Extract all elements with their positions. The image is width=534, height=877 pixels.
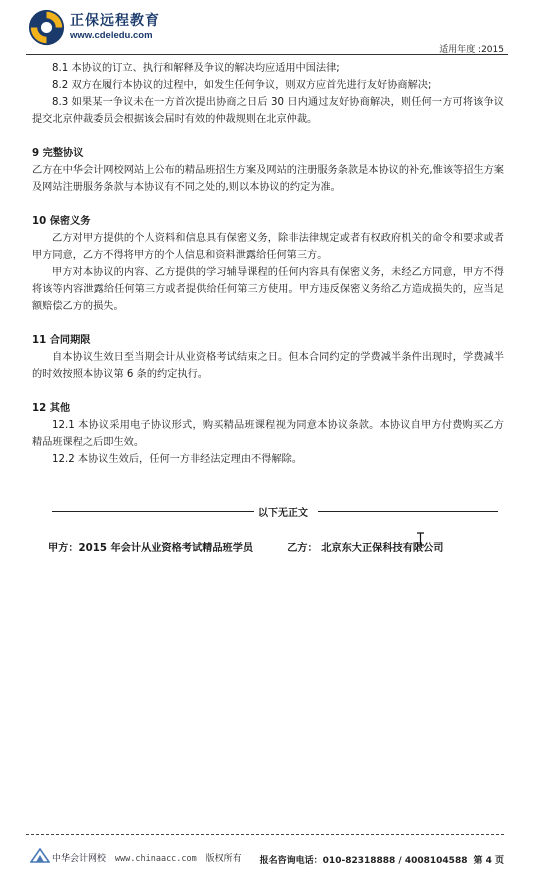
year-label: 适用年度 :2015: [439, 45, 504, 55]
clause-8-2: 8.2 双方在履行本协议的过程中，如发生任何争议，则双方应首先进行友好协商解决;: [52, 80, 432, 91]
clause-8-1: 8.1 本协议的订立、执行和解释及争议的解决均应适用中国法律;: [52, 63, 340, 74]
brand-name: 正保远程教育: [70, 13, 160, 29]
document-body: [32, 60, 504, 468]
section-10-title: 10 保密义务: [32, 216, 91, 227]
footer-contact-info: [260, 853, 504, 866]
separator-line-right: [318, 511, 498, 512]
party-a: 甲方：2015 年会计从业资格考试精品班学员: [48, 543, 254, 554]
page-number: 第 4 页: [473, 856, 504, 866]
header-rule: [26, 54, 508, 55]
clause-12-1: 12.1 本协议采用电子协议形式，购买精品班课程视为同意本协议条款。本协议自甲方付费购买乙方精品班课程之后即生效。: [32, 420, 504, 448]
cdel-logo-icon: [28, 9, 65, 46]
signature-line: [48, 539, 443, 554]
footer-site-url[interactable]: www.chinaacc.com: [114, 854, 197, 864]
footer-contact: 报名咨询电话：010-82318888 / 4008104588: [259, 856, 468, 866]
footer-site-name: 中华会计网校: [52, 854, 107, 864]
section-12-title: 12 其他: [32, 403, 71, 414]
footer-rule: [26, 834, 504, 835]
text-cursor-icon: [416, 532, 425, 546]
chinaacc-logo-icon: [30, 846, 50, 864]
clause-8-3: 8.3 如果某一争议未在一方首次提出协商之日后 30 日内通过友好协商解决，则任何一方可将该争议提交北京仲裁委员会根据该会届时有效的仲裁规则在北京仲裁。: [32, 97, 504, 125]
section-9-text: 乙方在中华会计网校网站上公布的精品班招生方案及网站的注册服务条款是本协议的补充,惟该等招生方案及网站注册服务条款与本协议有不同之处的,则以本协议的约定为准。: [32, 165, 504, 193]
separator-line-left: [52, 511, 254, 512]
party-b: 乙方： 北京东大正保科技有限公司: [287, 543, 444, 554]
section-10-paragraph-1: 乙方对甲方提供的个人资料和信息具有保密义务，除非法律规定或者有权政府机关的命令和要求或者甲方同意，乙方不得将甲方的个人信息和资料泄露给任何第三方。: [32, 233, 504, 261]
separator-text: 以下无正文: [258, 508, 308, 519]
section-11-text: 自本协议生效日至当期会计从业资格考试结束之日。但本合同约定的学费减半条件出现时，学费减半的时效按照本协议第 6 条的约定执行。: [32, 352, 504, 380]
footer-site-info: [52, 851, 242, 864]
end-of-text-separator: [52, 504, 498, 518]
brand-url: www.cdeledu.com: [70, 30, 153, 41]
section-11-title: 11 合同期限: [32, 335, 91, 346]
clause-12-2: 12.2 本协议生效后，任何一方非经法定理由不得解除。: [52, 454, 303, 465]
section-9-title: 9 完整协议: [32, 148, 84, 159]
section-10-paragraph-2: 甲方对本协议的内容、乙方提供的学习辅导课程的任何内容具有保密义务，未经乙方同意，甲方不得将该等内容泄露给任何第三方或者提供给任何第三方使用。甲方违反保密义务给乙方造成损失的，应当足额赔偿乙方的损失。: [32, 267, 504, 312]
footer-rights: 版权所有: [205, 854, 242, 864]
